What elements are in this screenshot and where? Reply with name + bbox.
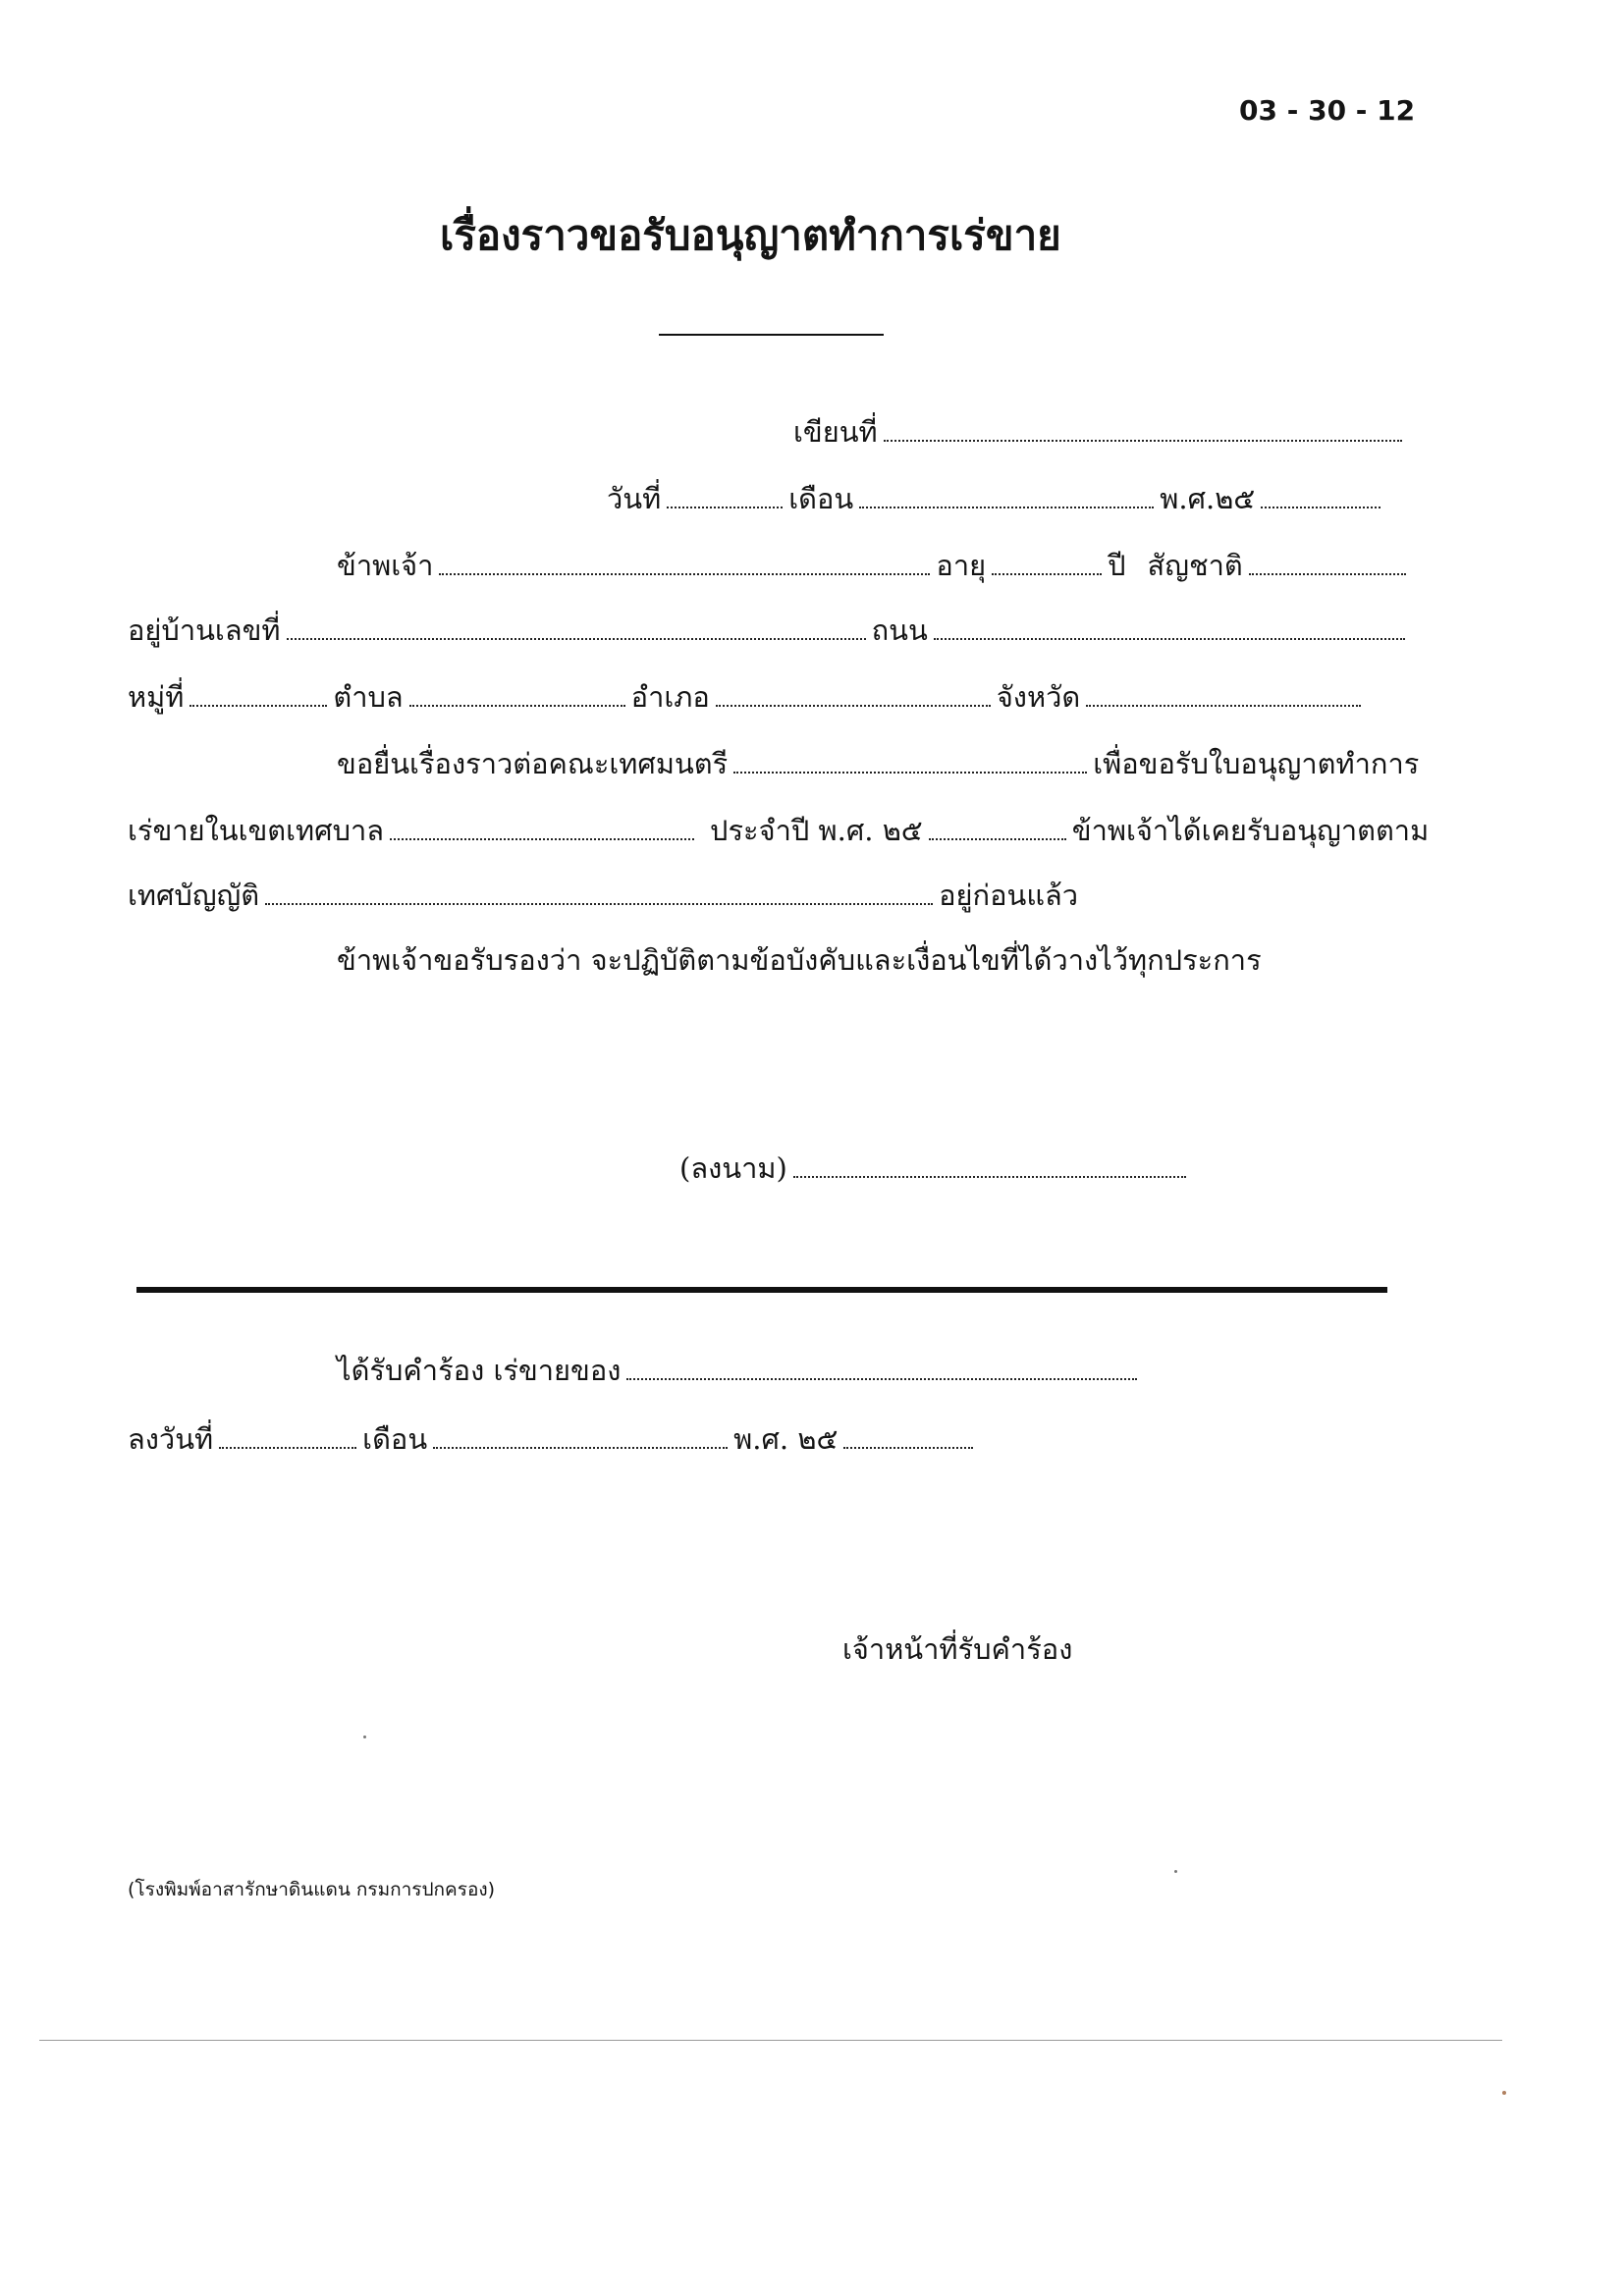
- section-divider: [136, 1287, 1387, 1293]
- amphoe-label: อำเภอ: [630, 680, 710, 714]
- scan-bottom-edge: [39, 2040, 1502, 2041]
- area-label: เร่ขายในเขตเทศบาล: [128, 814, 385, 847]
- bylaw-label: เทศบัญญัติ: [128, 879, 260, 912]
- month-label: เดือน: [788, 482, 854, 515]
- applicant-name-label: ข้าพเจ้า: [337, 549, 434, 582]
- day-label: วันที่: [607, 482, 662, 515]
- request-row-2: [128, 811, 1429, 850]
- title-underline: [659, 334, 884, 336]
- signature-field[interactable]: [793, 1176, 1186, 1178]
- page-title: เรื่องราวขอรับอนุญาตทำการเร่ขาย: [440, 211, 1061, 259]
- age-field[interactable]: [992, 573, 1102, 575]
- receipt-date-label: ลงวันที่: [128, 1422, 214, 1456]
- province-label: จังหวัด: [996, 680, 1081, 714]
- annual-year-field[interactable]: [929, 838, 1066, 840]
- date-row: [607, 479, 1386, 518]
- year-field[interactable]: [1261, 507, 1380, 508]
- receipt-year-label: พ.ศ. ๒๕: [733, 1422, 839, 1456]
- house-no-label: อยู่บ้านเลขที่: [128, 614, 281, 647]
- receipt-year-field[interactable]: [843, 1447, 973, 1449]
- moo-field[interactable]: [189, 705, 327, 707]
- applicant-row: [337, 546, 1412, 585]
- receipt-day-field[interactable]: [219, 1447, 356, 1449]
- document-code: 03 - 30 - 12: [1239, 94, 1416, 127]
- moo-label: หมู่ที่: [128, 680, 185, 714]
- receipt-month-field[interactable]: [433, 1447, 728, 1449]
- received-from-field[interactable]: [626, 1378, 1137, 1380]
- signature-label: (ลงนาม): [679, 1151, 787, 1185]
- applicant-name-field[interactable]: [439, 573, 930, 575]
- province-field[interactable]: [1086, 705, 1361, 707]
- council-field[interactable]: [733, 772, 1087, 774]
- road-field[interactable]: [934, 638, 1405, 640]
- officer-label: เจ้าหน้าที่รับคำร้อง: [842, 1632, 1073, 1666]
- nationality-field[interactable]: [1249, 573, 1406, 575]
- day-field[interactable]: [667, 507, 783, 508]
- previous-label: ข้าพเจ้าได้เคยรับอนุญาตตาม: [1071, 814, 1430, 847]
- written-at-field[interactable]: [884, 440, 1402, 442]
- age-label: อายุ: [936, 549, 987, 582]
- printer-note: (โรงพิมพ์อาสารักษาดินแดน กรมการปกครอง): [128, 1879, 496, 1900]
- address-row: [128, 611, 1411, 650]
- amphoe-field[interactable]: [716, 705, 991, 707]
- annual-label: ประจำปี พ.ศ. ๒๕: [710, 814, 923, 847]
- certification-text: ข้าพเจ้าขอรับรองว่า จะปฏิบัติตามข้อบังคับและเงื่อนไขที่ได้วางไว้ทุกประการ: [337, 943, 1262, 977]
- scan-speck: [363, 1735, 366, 1738]
- receipt-month-label: เดือน: [362, 1422, 428, 1456]
- road-label: ถนน: [871, 614, 928, 647]
- receipt-row: [337, 1351, 1143, 1390]
- purpose-label: เพื่อขอรับใบอนุญาตทำการ: [1093, 747, 1420, 780]
- received-label: ได้รับคำร้อง เร่ขายของ: [337, 1354, 622, 1387]
- locality-row: [128, 677, 1367, 717]
- receipt-date-row: [128, 1419, 979, 1459]
- tambon-field[interactable]: [409, 705, 625, 707]
- scan-speck: [1502, 2091, 1506, 2095]
- nationality-label: สัญชาติ: [1147, 549, 1243, 582]
- scan-speck: [1174, 1870, 1177, 1873]
- signature-row: [679, 1148, 1192, 1188]
- request-row-3: [128, 876, 1078, 915]
- house-no-field[interactable]: [287, 638, 866, 640]
- municipality-field[interactable]: [390, 838, 694, 840]
- tambon-label: ตำบล: [333, 680, 404, 714]
- written-at-row: [793, 412, 1408, 452]
- request-row-1: [337, 744, 1419, 783]
- year-label: พ.ศ.๒๕: [1160, 482, 1256, 515]
- bylaw-field[interactable]: [265, 903, 933, 905]
- age-unit-label: ปี: [1108, 549, 1126, 582]
- written-at-label: เขียนที่: [793, 415, 878, 449]
- month-field[interactable]: [859, 507, 1154, 508]
- submit-label: ขอยื่นเรื่องราวต่อคณะเทศมนตรี: [337, 747, 729, 780]
- already-label: อยู่ก่อนแล้ว: [939, 879, 1079, 912]
